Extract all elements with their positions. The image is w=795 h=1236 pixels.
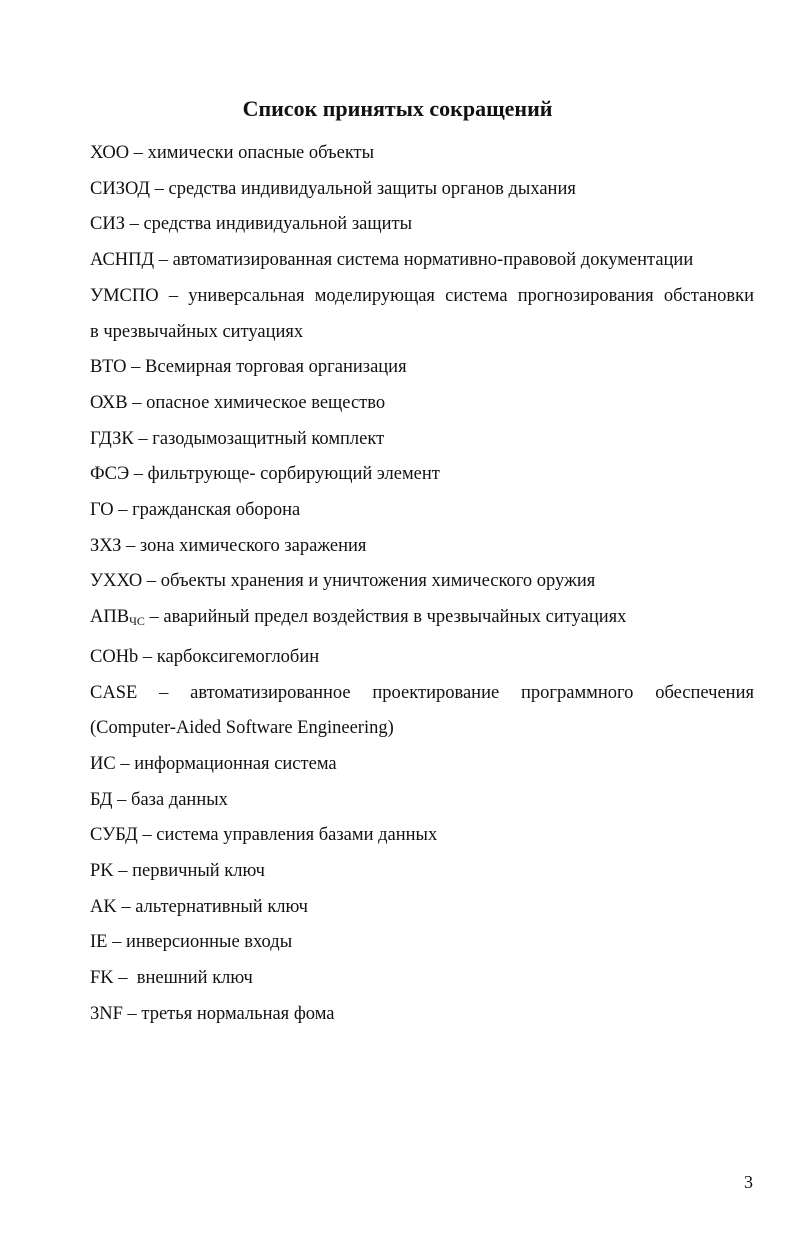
- list-item-go: ГО – гражданская оборона: [90, 500, 301, 521]
- apv-subscript: ЧС: [129, 614, 145, 629]
- list-item-asnpd: АСНПД – автоматизированная система нормативно-правовой документации: [90, 250, 694, 271]
- list-item-fk: FK – внешний ключ: [90, 968, 253, 989]
- list-item-apv: [90, 600, 754, 640]
- list-item-zhz: ЗХЗ – зона химического заражения: [90, 535, 367, 556]
- apv-definition: – аварийный предел воздействия в чрезвычайных ситуациях: [144, 607, 627, 628]
- list-item-pk: PK – первичный ключ: [90, 861, 265, 882]
- list-item-gdzk: ГДЗК – газодымозащитный комплект: [90, 428, 385, 449]
- list-item-siz: СИЗ – средства индивидуальной защиты: [90, 214, 412, 235]
- list-item-bd: БД – база данных: [90, 789, 228, 810]
- list-item-sizod: СИЗОД – средства индивидуальной защиты органов дыхания: [90, 178, 576, 199]
- list-item-fse: ФСЭ – фильтрующе- сорбирующий элемент: [90, 464, 440, 485]
- list-item-uhho: УХХО – объекты хранения и уничтожения химического оружия: [90, 571, 596, 592]
- list-item-ie: IE – инверсионные входы: [90, 932, 293, 953]
- list-item-vto: ВТО – Всемирная торговая организация: [90, 357, 407, 378]
- list-item-ohv: ОХВ – опасное химическое вещество: [90, 392, 386, 413]
- list-item-case-line2: (Computer-Aided Software Engineering): [90, 718, 394, 739]
- list-item-umspo-line1: УМСПО – универсальная моделирующая система прогнозирования обстановки: [90, 285, 754, 306]
- page-title: Список принятых сокращений: [242, 96, 553, 121]
- list-item-3nf: 3NF – третья нормальная фома: [90, 1003, 335, 1024]
- list-item-is: ИС – информационная система: [90, 753, 337, 774]
- list-item-umspo-line2: в чрезвычайных ситуациях: [90, 321, 304, 342]
- abbreviation-list: [90, 136, 754, 1033]
- list-item-cohb: COHb – карбоксигемоглобин: [90, 646, 320, 667]
- apv-abbr: АПВ: [90, 607, 130, 628]
- list-item-subd: СУБД – система управления базами данных: [90, 825, 438, 846]
- list-item-case: [90, 676, 754, 747]
- page-number: 3: [744, 1172, 753, 1192]
- list-item-umspo: [90, 279, 754, 350]
- list-item-ak: AK – альтернативный ключ: [90, 896, 308, 917]
- list-item-case-line1: CASE – автоматизированное проектирование программного обеспечения: [90, 682, 754, 703]
- list-item-hoo: ХОО – химически опасные объекты: [90, 143, 375, 163]
